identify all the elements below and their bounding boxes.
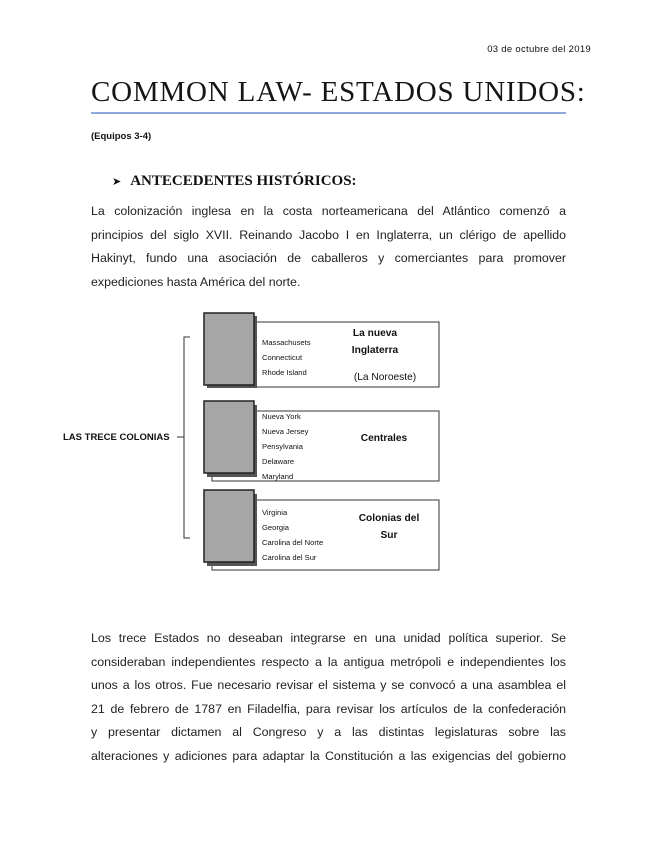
section-heading-text: ANTECEDENTES HISTÓRICOS: bbox=[130, 173, 357, 189]
grouping-brace bbox=[184, 337, 190, 538]
gray-square bbox=[204, 490, 254, 562]
region-sub: (La Noroeste) bbox=[353, 372, 417, 383]
region-line: La nueva bbox=[352, 328, 398, 339]
arrow-bullet-icon: ➤ bbox=[112, 176, 122, 188]
state-name: Delaware bbox=[262, 457, 295, 466]
state-name: Carolina del Sur bbox=[262, 553, 317, 562]
state-name: Rhode Island bbox=[262, 368, 307, 377]
state-name: Maryland bbox=[262, 472, 294, 481]
gray-square bbox=[204, 401, 254, 473]
region-label-central bbox=[349, 430, 419, 447]
region-line: Inglaterra bbox=[351, 345, 399, 356]
paragraph-line: consideraban independientes respecto a la antigua metrópoli e independientes los bbox=[91, 654, 566, 669]
paragraph-line: Hakinyt, fundo una asociación de caballeros y comerciantes para promover bbox=[91, 251, 566, 266]
states-list-south bbox=[262, 505, 323, 565]
thirteen-colonies-label: LAS TRECE COLONIAS bbox=[63, 432, 170, 443]
document-date: 03 de octubre del 2019 bbox=[487, 44, 591, 55]
state-name: Georgia bbox=[262, 523, 290, 532]
paragraph-line: principios del siglo XVII. Reinando Jacobo I en Inglaterra, un clérigo de apellido bbox=[91, 227, 566, 242]
state-name: Carolina del Norte bbox=[262, 538, 324, 547]
teams-label: (Equipos 3-4) bbox=[91, 131, 152, 142]
paragraph-line: Los trece Estados no deseaban integrarse en una unidad política superior. Se bbox=[91, 631, 566, 645]
page-title: COMMON LAW- ESTADOS UNIDOS: bbox=[91, 76, 586, 108]
paragraph-line: y presentar dictamen al Congreso y a las distintas legislaturas sobre las bbox=[91, 725, 566, 740]
state-name: Connecticut bbox=[262, 353, 303, 362]
region-line: Colonias del bbox=[358, 513, 420, 524]
state-name: Virginia bbox=[262, 508, 288, 517]
paragraph-2 bbox=[91, 627, 566, 769]
region-label-north bbox=[345, 325, 405, 359]
region-line: Centrales bbox=[360, 433, 408, 444]
region-sublabel-north bbox=[345, 369, 425, 386]
paragraph-line: La colonización inglesa en la costa norteamericana del Atlántico comenzó a bbox=[91, 204, 566, 218]
states-list-north bbox=[262, 335, 311, 380]
paragraph-line: unos a los otros. Fue necesario revisar el sistema y se convocó a una asamblea el bbox=[91, 678, 566, 693]
paragraph-line: alteraciones y adiciones para adaptar la Constitución a las exigencias del gobierno bbox=[91, 748, 566, 763]
state-name: Massachusets bbox=[262, 338, 311, 347]
region-label-south bbox=[349, 510, 429, 544]
paragraph-line: 21 de febrero de 1787 en Filadelfia, para revisar los artículos de la confederación bbox=[91, 701, 566, 716]
state-name: Pensylvania bbox=[262, 442, 303, 451]
states-list-central bbox=[262, 409, 308, 484]
region-line: Sur bbox=[380, 530, 398, 541]
state-name: Nueva Jersey bbox=[262, 427, 309, 436]
state-name: Nueva York bbox=[262, 412, 301, 421]
gray-square bbox=[204, 313, 254, 385]
paragraph-line: expediciones hasta América del norte. bbox=[91, 274, 301, 289]
